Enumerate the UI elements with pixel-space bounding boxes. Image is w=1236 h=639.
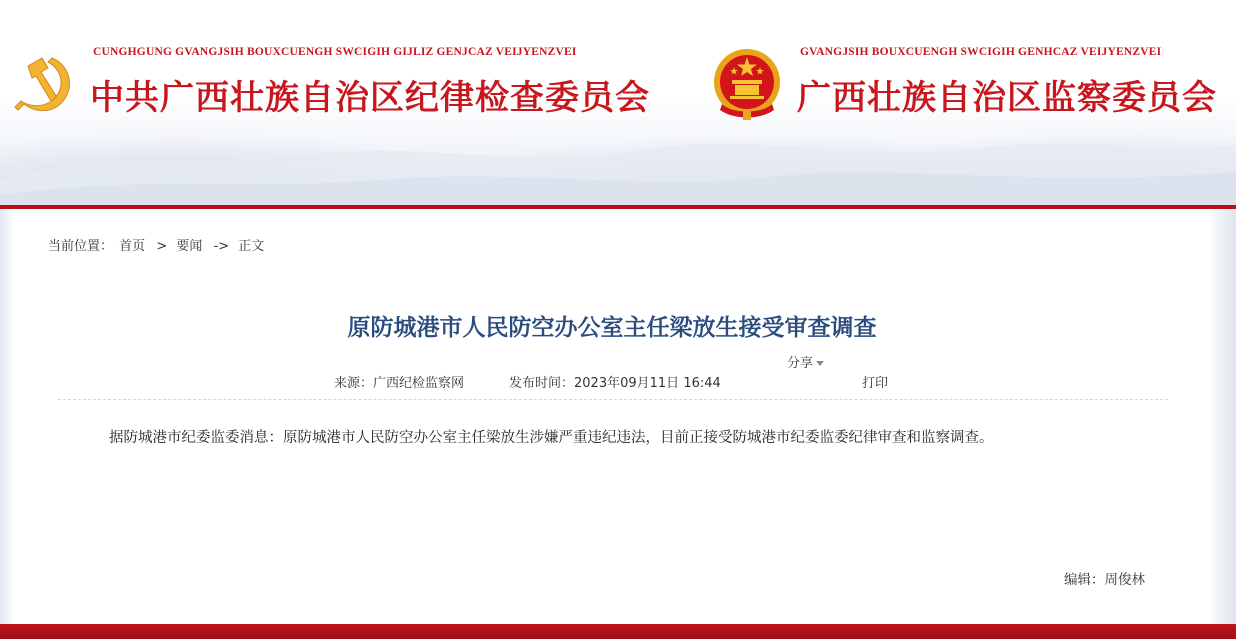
chevron-down-icon (816, 361, 824, 366)
breadcrumb-section-link[interactable]: 要闻 (176, 239, 203, 254)
breadcrumb-separator: -> (213, 239, 230, 254)
article-card (12, 209, 1212, 624)
national-emblem-icon (712, 48, 782, 122)
mountain-background (0, 110, 1236, 205)
editor-label: 编辑： (1064, 572, 1105, 588)
publish-time-value: 2023年09月11日 16:44 (574, 376, 721, 391)
source-value: 广西纪检监察网 (373, 376, 465, 391)
party-commission-cn: 中共广西壮族自治区纪律检查委员会 (90, 78, 650, 118)
supervision-commission-en: GVANGJSIH BOUXCUENGH SWCIGIH GENHCAZ VEIJYENZVEI (800, 46, 1162, 58)
breadcrumb (48, 235, 266, 254)
article-publish-time (509, 372, 721, 391)
breadcrumb-label: 当前位置： (48, 239, 114, 254)
breadcrumb-separator: > (156, 239, 168, 254)
editor-name: 周俊林 (1104, 572, 1145, 588)
meta-divider (58, 399, 1168, 400)
left-side-shade (0, 209, 12, 624)
breadcrumb-home-link[interactable]: 首页 (119, 239, 146, 254)
article-editor (1064, 568, 1145, 588)
right-side-shade (1212, 209, 1236, 624)
footer-bar (0, 624, 1236, 639)
party-commission-en: CUNGHGUNG GVANGJSIH BOUXCUENGH SWCIGIH GIJLIZ GENJCAZ VEIJYENZVEI (93, 46, 577, 58)
publish-time-label: 发布时间： (509, 376, 575, 391)
share-button[interactable] (787, 352, 824, 371)
article-source (334, 372, 464, 391)
breadcrumb-current: 正文 (238, 239, 265, 254)
party-emblem-icon (14, 52, 76, 116)
source-label: 来源： (334, 376, 374, 391)
header-banner (0, 0, 1236, 205)
article-title: 原防城港市人民防空办公室主任梁放生接受审查调查 (347, 315, 877, 341)
supervision-commission-cn: 广西壮族自治区监察委员会 (797, 78, 1217, 118)
share-label: 分享 (787, 356, 814, 371)
print-button[interactable]: 打印 (862, 376, 889, 391)
article-body: 据防城港市纪委监委消息：原防城港市人民防空办公室主任梁放生涉嫌严重违纪违法，目前正接受防城港市纪委监委纪律审查和监察调查。 (109, 430, 994, 446)
